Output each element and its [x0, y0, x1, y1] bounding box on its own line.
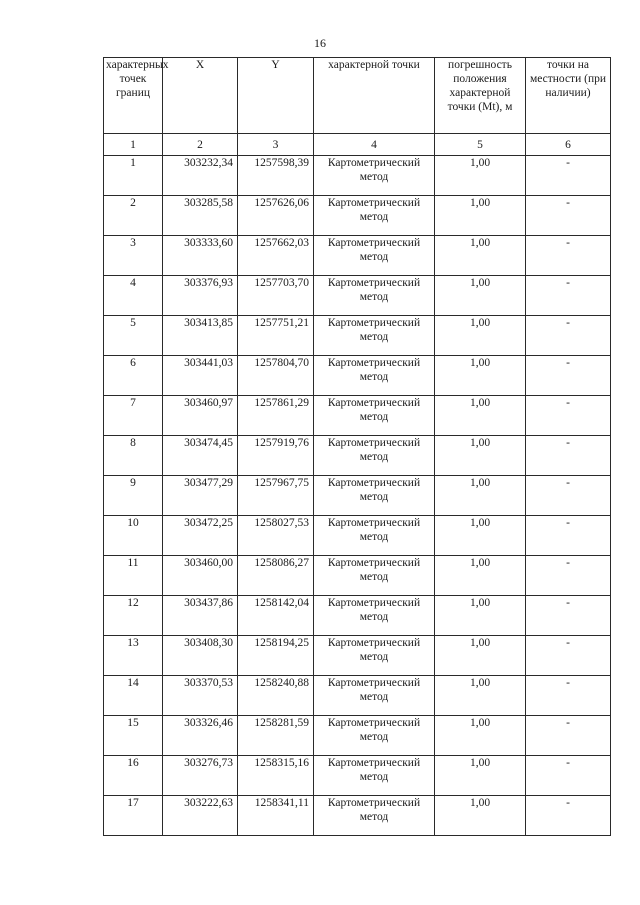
point-number-cell: 7: [104, 396, 163, 436]
method-cell: Картометрический метод: [314, 316, 435, 356]
table-row: [104, 756, 611, 796]
error-cell: 1,00: [435, 316, 526, 356]
table-row: [104, 636, 611, 676]
point-number-cell: 16: [104, 756, 163, 796]
x-coordinate-cell: 303222,63: [163, 796, 238, 836]
x-coordinate-cell: 303441,03: [163, 356, 238, 396]
y-coordinate-cell: 1257919,76: [238, 436, 314, 476]
error-cell: 1,00: [435, 196, 526, 236]
point-description-cell: -: [526, 676, 611, 716]
method-cell: Картометрический метод: [314, 716, 435, 756]
point-description-cell: -: [526, 236, 611, 276]
x-coordinate-cell: 303285,58: [163, 196, 238, 236]
method-cell: Картометрический метод: [314, 196, 435, 236]
x-coordinate-cell: 303408,30: [163, 636, 238, 676]
error-cell: 1,00: [435, 756, 526, 796]
point-description-cell: -: [526, 796, 611, 836]
y-coordinate-cell: 1257598,39: [238, 156, 314, 196]
x-coordinate-cell: 303477,29: [163, 476, 238, 516]
table-row: [104, 276, 611, 316]
header-method: характерной точки: [314, 58, 435, 134]
method-cell: Картометрический метод: [314, 516, 435, 556]
table-row: [104, 156, 611, 196]
y-coordinate-cell: 1257626,06: [238, 196, 314, 236]
method-cell: Картометрический метод: [314, 756, 435, 796]
method-cell: Картометрический метод: [314, 636, 435, 676]
error-cell: 1,00: [435, 156, 526, 196]
x-coordinate-cell: 303376,93: [163, 276, 238, 316]
table-row: [104, 516, 611, 556]
x-coordinate-cell: 303333,60: [163, 236, 238, 276]
y-coordinate-cell: 1258027,53: [238, 516, 314, 556]
y-coordinate-cell: 1258240,88: [238, 676, 314, 716]
y-coordinate-cell: 1257703,70: [238, 276, 314, 316]
point-description-cell: -: [526, 196, 611, 236]
table-row: [104, 356, 611, 396]
y-coordinate-cell: 1258281,59: [238, 716, 314, 756]
table-row: [104, 596, 611, 636]
table-row: [104, 716, 611, 756]
error-cell: 1,00: [435, 716, 526, 756]
point-description-cell: -: [526, 756, 611, 796]
header-row: [104, 58, 611, 134]
method-cell: Картометрический метод: [314, 596, 435, 636]
point-number-cell: 17: [104, 796, 163, 836]
table-row: [104, 236, 611, 276]
table-row: [104, 796, 611, 836]
y-coordinate-cell: 1258086,27: [238, 556, 314, 596]
point-description-cell: -: [526, 556, 611, 596]
point-description-cell: -: [526, 156, 611, 196]
point-number-cell: 9: [104, 476, 163, 516]
method-cell: Картометрический метод: [314, 796, 435, 836]
point-description-cell: -: [526, 516, 611, 556]
column-number: 4: [314, 134, 435, 156]
method-cell: Картометрический метод: [314, 676, 435, 716]
point-description-cell: -: [526, 636, 611, 676]
y-coordinate-cell: 1257861,29: [238, 396, 314, 436]
error-cell: 1,00: [435, 636, 526, 676]
x-coordinate-cell: 303460,97: [163, 396, 238, 436]
point-description-cell: -: [526, 356, 611, 396]
point-number-cell: 5: [104, 316, 163, 356]
error-cell: 1,00: [435, 556, 526, 596]
table-row: [104, 436, 611, 476]
method-cell: Картометрический метод: [314, 156, 435, 196]
error-cell: 1,00: [435, 236, 526, 276]
point-number-cell: 10: [104, 516, 163, 556]
y-coordinate-cell: 1258142,04: [238, 596, 314, 636]
error-cell: 1,00: [435, 596, 526, 636]
point-number-cell: 13: [104, 636, 163, 676]
table-row: [104, 396, 611, 436]
x-coordinate-cell: 303276,73: [163, 756, 238, 796]
header-point-number: характерных точек границ: [104, 58, 163, 134]
method-cell: Картометрический метод: [314, 396, 435, 436]
point-number-cell: 6: [104, 356, 163, 396]
error-cell: 1,00: [435, 516, 526, 556]
point-number-cell: 4: [104, 276, 163, 316]
header-error: погрешность положения характерной точки (Mt), м: [435, 58, 526, 134]
point-number-cell: 15: [104, 716, 163, 756]
x-coordinate-cell: 303472,25: [163, 516, 238, 556]
point-description-cell: -: [526, 436, 611, 476]
x-coordinate-cell: 303460,00: [163, 556, 238, 596]
point-number-cell: 8: [104, 436, 163, 476]
method-cell: Картометрический метод: [314, 236, 435, 276]
table-row: [104, 476, 611, 516]
y-coordinate-cell: 1258341,11: [238, 796, 314, 836]
method-cell: Картометрический метод: [314, 276, 435, 316]
column-number: 5: [435, 134, 526, 156]
point-description-cell: -: [526, 476, 611, 516]
x-coordinate-cell: 303326,46: [163, 716, 238, 756]
error-cell: 1,00: [435, 356, 526, 396]
column-number: 1: [104, 134, 163, 156]
y-coordinate-cell: 1258315,16: [238, 756, 314, 796]
table-row: [104, 316, 611, 356]
page-number: 16: [314, 36, 326, 50]
y-coordinate-cell: 1257662,03: [238, 236, 314, 276]
error-cell: 1,00: [435, 396, 526, 436]
point-description-cell: -: [526, 716, 611, 756]
x-coordinate-cell: 303474,45: [163, 436, 238, 476]
point-description-cell: -: [526, 596, 611, 636]
x-coordinate-cell: 303232,34: [163, 156, 238, 196]
error-cell: 1,00: [435, 276, 526, 316]
error-cell: 1,00: [435, 676, 526, 716]
method-cell: Картометрический метод: [314, 476, 435, 516]
error-cell: 1,00: [435, 796, 526, 836]
header-x: X: [163, 58, 238, 134]
header-y: Y: [238, 58, 314, 134]
x-coordinate-cell: 303437,86: [163, 596, 238, 636]
coordinates-table: [103, 57, 611, 836]
point-description-cell: -: [526, 396, 611, 436]
y-coordinate-cell: 1257804,70: [238, 356, 314, 396]
point-number-cell: 11: [104, 556, 163, 596]
table-row: [104, 676, 611, 716]
header-point-description: точки на местности (при наличии): [526, 58, 611, 134]
point-description-cell: -: [526, 316, 611, 356]
column-number: 6: [526, 134, 611, 156]
column-number: 3: [238, 134, 314, 156]
point-number-cell: 1: [104, 156, 163, 196]
column-number: 2: [163, 134, 238, 156]
x-coordinate-cell: 303370,53: [163, 676, 238, 716]
x-coordinate-cell: 303413,85: [163, 316, 238, 356]
method-cell: Картометрический метод: [314, 436, 435, 476]
y-coordinate-cell: 1258194,25: [238, 636, 314, 676]
error-cell: 1,00: [435, 436, 526, 476]
table-row: [104, 196, 611, 236]
method-cell: Картометрический метод: [314, 556, 435, 596]
point-number-cell: 2: [104, 196, 163, 236]
error-cell: 1,00: [435, 476, 526, 516]
point-number-cell: 3: [104, 236, 163, 276]
table-row: [104, 556, 611, 596]
point-description-cell: -: [526, 276, 611, 316]
y-coordinate-cell: 1257751,21: [238, 316, 314, 356]
point-number-cell: 14: [104, 676, 163, 716]
column-number-row: [104, 134, 611, 156]
point-number-cell: 12: [104, 596, 163, 636]
y-coordinate-cell: 1257967,75: [238, 476, 314, 516]
method-cell: Картометрический метод: [314, 356, 435, 396]
